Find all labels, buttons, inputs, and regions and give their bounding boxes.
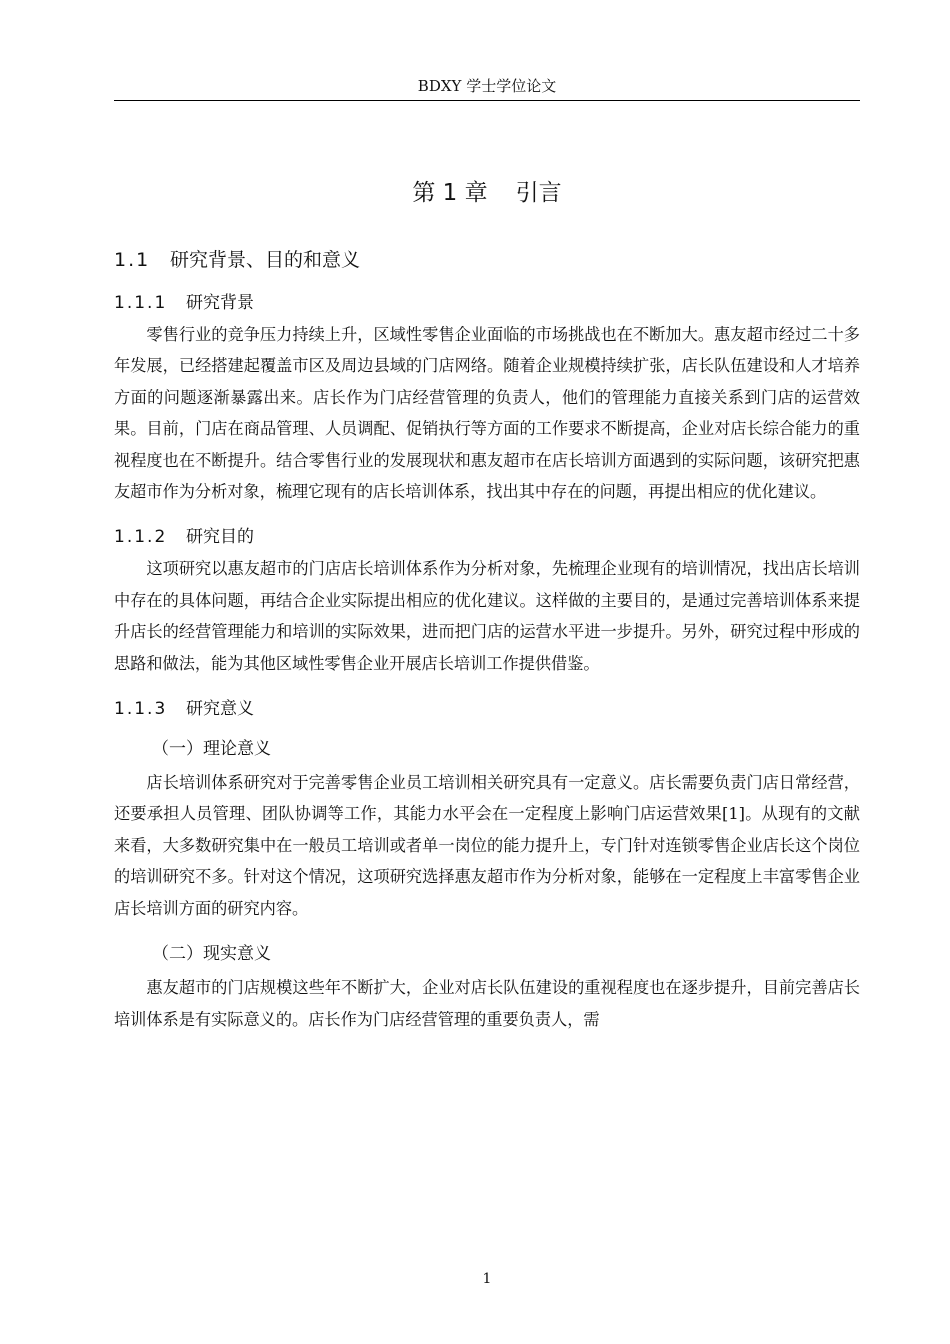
sub-heading-practical: （二）现实意义 (152, 944, 271, 965)
chapter-number: 第 1 章 (412, 180, 488, 206)
subsection-number: 1.1.1 (114, 293, 168, 313)
subsection-title: 研究目的 (186, 527, 254, 548)
subsection-number: 1.1.3 (114, 699, 168, 720)
subsection-number: 1.1.2 (114, 527, 168, 548)
paragraph-purpose: 这项研究以惠友超市的门店店长培训体系作为分析对象，先梳理企业现有的培训情况，找出店长培训中存在的具体问题，再结合企业实际提出相应的优化建议。这样做的主要目的，是通过完善培训体系来提升店长的经营管理能力和培训的实际效果，进而把门店的运营水平进一步提升。另外，研究过程中形成的思路和做法，能为其他区域性零售企业开展店长培训工作提供借鉴。 (114, 559, 860, 673)
paragraph-practical: 惠友超市的门店规模这些年不断扩大，企业对店长队伍建设的重视程度也在逐步提升，目前完善店长培训体系是有实际意义的。店长作为门店经营管理的重要负责人，需 (114, 978, 860, 1029)
section-title: 研究背景、目的和意义 (170, 249, 361, 271)
chapter-title (114, 173, 860, 213)
subsection-heading-1-1-3 (114, 695, 860, 723)
subsection-heading-1-1-1 (114, 289, 860, 317)
chapter-name: 引言 (515, 180, 562, 206)
subsection-title: 研究背景 (186, 293, 254, 313)
header-divider (114, 100, 860, 101)
page-content (114, 173, 860, 1051)
sub-heading-theoretical: （一）理论意义 (152, 739, 271, 760)
page-number: 1 (482, 1271, 492, 1287)
subsection-heading-1-1-2 (114, 523, 860, 551)
section-number: 1.1 (114, 249, 151, 271)
paragraph-theoretical: 店长培训体系研究对于完善零售企业员工培训相关研究具有一定意义。店长需要负责门店日常经营，还要承担人员管理、团队协调等工作，其能力水平会在一定程度上影响门店运营效果[1]。从现有的文献来看，大多数研究集中在一般员工培训或者单一岗位的能力提升上，专门针对连锁零售企业店长这个岗位的培训研究不多。针对这个情况，这项研究选择惠友超市作为分析对象，能够在一定程度上丰富零售企业店长培训方面的研究内容。 (114, 773, 860, 918)
running-header: BDXY 学士学位论文 (417, 77, 557, 95)
paragraph-background: 零售行业的竞争压力持续上升，区域性零售企业面临的市场挑战也在不断加大。惠友超市经过二十多年发展，已经搭建起覆盖市区及周边县域的门店网络。随着企业规模持续扩张，店长队伍建设和人才培养方面的问题逐渐暴露出来。店长作为门店经营管理的负责人，他们的管理能力直接关系到门店的运营效果。目前，门店在商品管理、人员调配、促销执行等方面的工作要求不断提高，企业对店长综合能力的重视程度也在不断提升。结合零售行业的发展现状和惠友超市在店长培训方面遇到的实际问题，该研究把惠友超市作为分析对象，梳理它现有的店长培训体系，找出其中存在的问题，再提出相应的优化建议。 (114, 325, 860, 502)
subsection-title: 研究意义 (186, 699, 254, 720)
section-heading-1-1 (114, 245, 860, 275)
